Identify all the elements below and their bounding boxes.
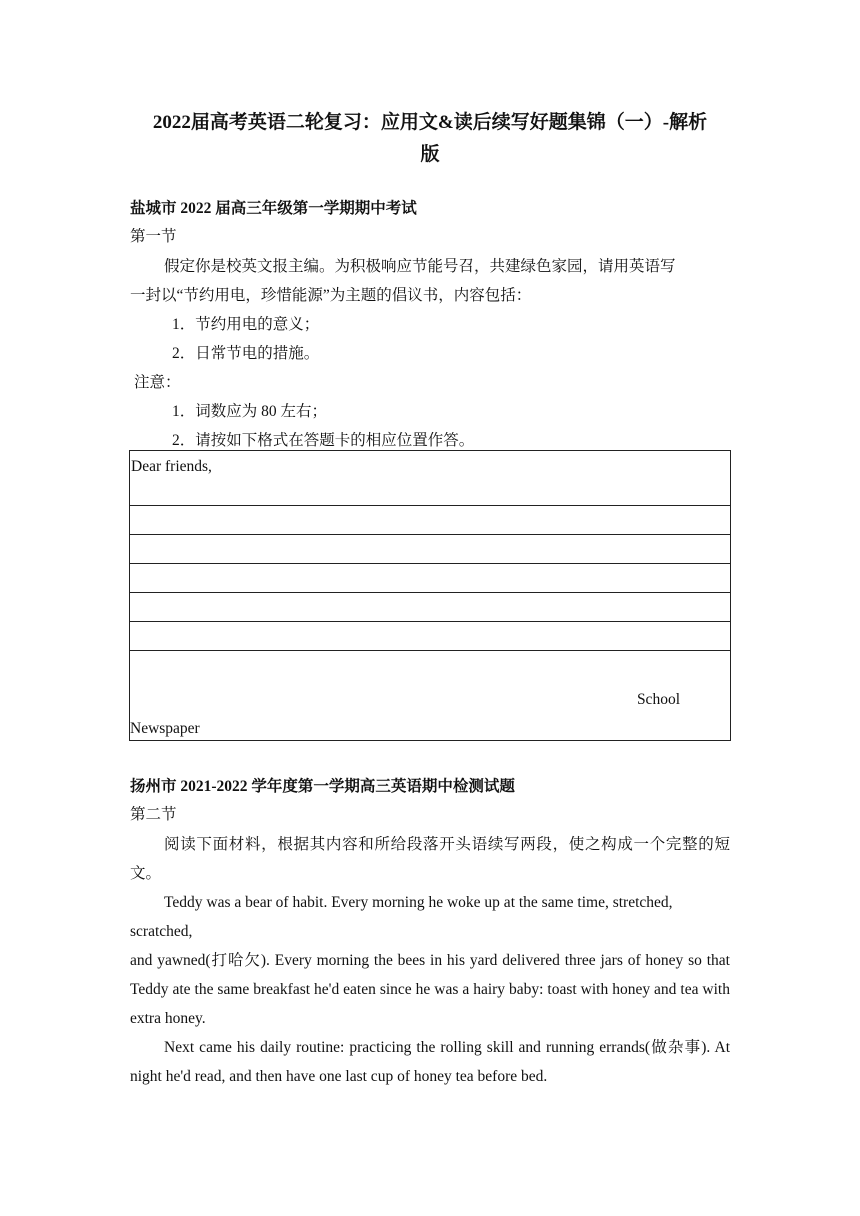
- signature-school: School: [636, 691, 680, 708]
- answer-blank-line: [130, 506, 731, 535]
- answer-greeting-cell: [130, 451, 731, 506]
- answer-signature-cell: [130, 651, 731, 741]
- section1-prompt-line2: 一封以“节约用电，珍惜能源”为主题的倡议书，内容包括：: [130, 287, 532, 304]
- document-title: [120, 107, 740, 171]
- answer-blank-line: [130, 622, 731, 651]
- section2-para2: Next came his daily routine: practicing the rolling skill and running errands(做杂事). At night he'd read, and then have one last cup of honey tea before bed.: [130, 1039, 730, 1085]
- answer-format-table: [129, 450, 731, 741]
- section1-heading: 盐城市 2022 届高三年级第一学期期中考试: [130, 200, 417, 217]
- title-line-2: 版: [420, 144, 440, 165]
- section1-item-1: 1．节约用电的意义；: [172, 316, 320, 333]
- section2-instruction: 阅读下面材料，根据其内容和所给段落开头语续写两段，使之构成一个完整的短文。: [130, 836, 730, 882]
- section1-note-label: 注意：: [134, 374, 181, 391]
- answer-blank-line: [130, 564, 731, 593]
- section1-note-1: 1．词数应为 80 左右；: [172, 403, 328, 420]
- section2-para1-rest: and yawned(打哈欠). Every morning the bees in his yard delivered three jars of honey so that Teddy ate the same breakfast he'd eaten since he was a hairy baby: toast with honey and tea with extra honey.: [130, 952, 730, 1027]
- section2-para1-line2: scratched,: [130, 923, 193, 940]
- signature-newspaper: Newspaper: [130, 720, 200, 737]
- section2-para1-line1: Teddy was a bear of habit. Every morning he woke up at the same time, stretched,: [164, 894, 673, 911]
- section1-part: 第一节: [130, 228, 177, 245]
- section2-heading: 扬州市 2021-2022 学年度第一学期高三英语期中检测试题: [130, 778, 515, 795]
- answer-blank-line: [130, 593, 731, 622]
- section2-part: 第二节: [130, 806, 177, 823]
- title-line-1: 2022届高考英语二轮复习：应用文&读后续写好题集锦（一）-解析: [152, 112, 708, 133]
- section1-note-2: 2．请按如下格式在答题卡的相应位置作答。: [172, 432, 475, 449]
- section1-item-2: 2．日常节电的措施。: [172, 345, 320, 362]
- answer-greeting: Dear friends,: [131, 458, 212, 475]
- section1-prompt-line1: 假定你是校英文报主编。为积极响应节能号召，共建绿色家园，请用英语写: [164, 258, 676, 275]
- answer-blank-line: [130, 535, 731, 564]
